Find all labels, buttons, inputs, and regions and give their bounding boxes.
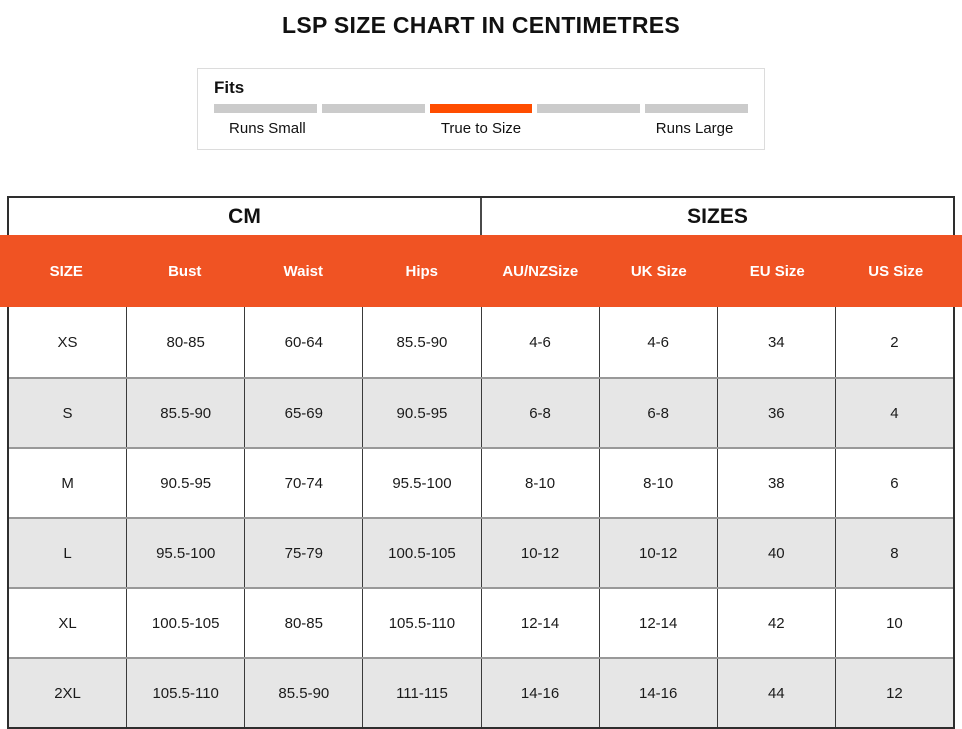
- value-cell: 40: [718, 519, 836, 587]
- fits-panel: [197, 68, 765, 150]
- fits-segment: [214, 104, 317, 113]
- size-table: [0, 196, 962, 729]
- fits-scale-bar: [214, 104, 748, 113]
- table-row: [9, 377, 953, 447]
- value-cell: 38: [718, 449, 836, 517]
- value-cell: 95.5-100: [363, 449, 481, 517]
- column-header: AU/NZSize: [502, 262, 579, 280]
- group-header-sizes: SIZES: [687, 204, 748, 228]
- fits-segment: [322, 104, 425, 113]
- page-title: LSP SIZE CHART IN CENTIMETRES: [281, 12, 681, 38]
- column-header: EU Size: [749, 262, 805, 280]
- value-cell: 8-10: [482, 449, 600, 517]
- value-cell: 80-85: [127, 307, 245, 377]
- fits-scale-label: Runs Small: [229, 120, 306, 137]
- size-label-cell: M: [9, 449, 127, 517]
- column-header: Waist: [283, 262, 323, 280]
- value-cell: 36: [718, 379, 836, 447]
- fits-label-slot: [534, 120, 641, 137]
- size-label-cell: L: [9, 519, 127, 587]
- fits-label-slot: [321, 120, 428, 137]
- value-cell: 8: [890, 544, 899, 562]
- fits-scale-label: Runs Large: [655, 120, 734, 137]
- value-cell: 34: [718, 307, 836, 377]
- value-cell: 90.5-95: [127, 449, 245, 517]
- value-cell: 80-85: [245, 589, 363, 657]
- value-cell: 42: [718, 589, 836, 657]
- size-label-cell: XL: [9, 589, 127, 657]
- size-chart-page: [0, 12, 962, 729]
- column-header: SIZE: [49, 262, 83, 280]
- column-header: Hips: [405, 262, 438, 280]
- value-cell: 6-8: [600, 379, 718, 447]
- table-body: [7, 307, 955, 729]
- group-header-row: [7, 196, 955, 235]
- group-header-cm: CM: [9, 198, 482, 235]
- value-cell: 12-14: [482, 589, 600, 657]
- value-cell: 10-12: [600, 519, 718, 587]
- size-label-cell: 2XL: [9, 659, 127, 727]
- table-row: [9, 587, 953, 657]
- fits-scale-labels: [214, 120, 748, 137]
- value-cell: 95.5-100: [127, 519, 245, 587]
- value-cell: 44: [718, 659, 836, 727]
- value-cell: 111-115: [363, 659, 481, 727]
- fits-label: Fits: [214, 78, 245, 97]
- value-cell: 65-69: [245, 379, 363, 447]
- table-row: [9, 307, 953, 377]
- value-cell: 10-12: [482, 519, 600, 587]
- value-cell: 85.5-90: [363, 307, 481, 377]
- value-cell: 4-6: [600, 307, 718, 377]
- value-cell: 14-16: [482, 659, 600, 727]
- fits-segment-active: [430, 104, 533, 113]
- value-cell: 70-74: [245, 449, 363, 517]
- value-cell: 12: [886, 684, 903, 702]
- value-cell: 4: [890, 404, 899, 422]
- value-cell: 4-6: [482, 307, 600, 377]
- table-row: [9, 517, 953, 587]
- value-cell: 10: [886, 614, 903, 632]
- size-label-cell: S: [9, 379, 127, 447]
- column-header: Bust: [168, 262, 202, 280]
- table-row: [9, 447, 953, 517]
- column-header: US Size: [868, 262, 924, 280]
- size-label-cell: XS: [9, 307, 127, 377]
- value-cell: 105.5-110: [127, 659, 245, 727]
- column-header: UK Size: [630, 262, 687, 280]
- value-cell: 75-79: [245, 519, 363, 587]
- fits-segment: [537, 104, 640, 113]
- value-cell: 6-8: [482, 379, 600, 447]
- value-cell: 12-14: [600, 589, 718, 657]
- value-cell: 8-10: [600, 449, 718, 517]
- value-cell: 90.5-95: [363, 379, 481, 447]
- value-cell: 2: [890, 333, 899, 351]
- table-row: [9, 657, 953, 727]
- value-cell: 6: [890, 474, 899, 492]
- value-cell: 100.5-105: [363, 519, 481, 587]
- fits-scale-label: True to Size: [440, 120, 522, 137]
- fits-segment: [645, 104, 748, 113]
- value-cell: 85.5-90: [127, 379, 245, 447]
- value-cell: 14-16: [600, 659, 718, 727]
- column-header-row: [0, 235, 962, 307]
- value-cell: 60-64: [245, 307, 363, 377]
- value-cell: 100.5-105: [127, 589, 245, 657]
- value-cell: 105.5-110: [363, 589, 481, 657]
- value-cell: 85.5-90: [245, 659, 363, 727]
